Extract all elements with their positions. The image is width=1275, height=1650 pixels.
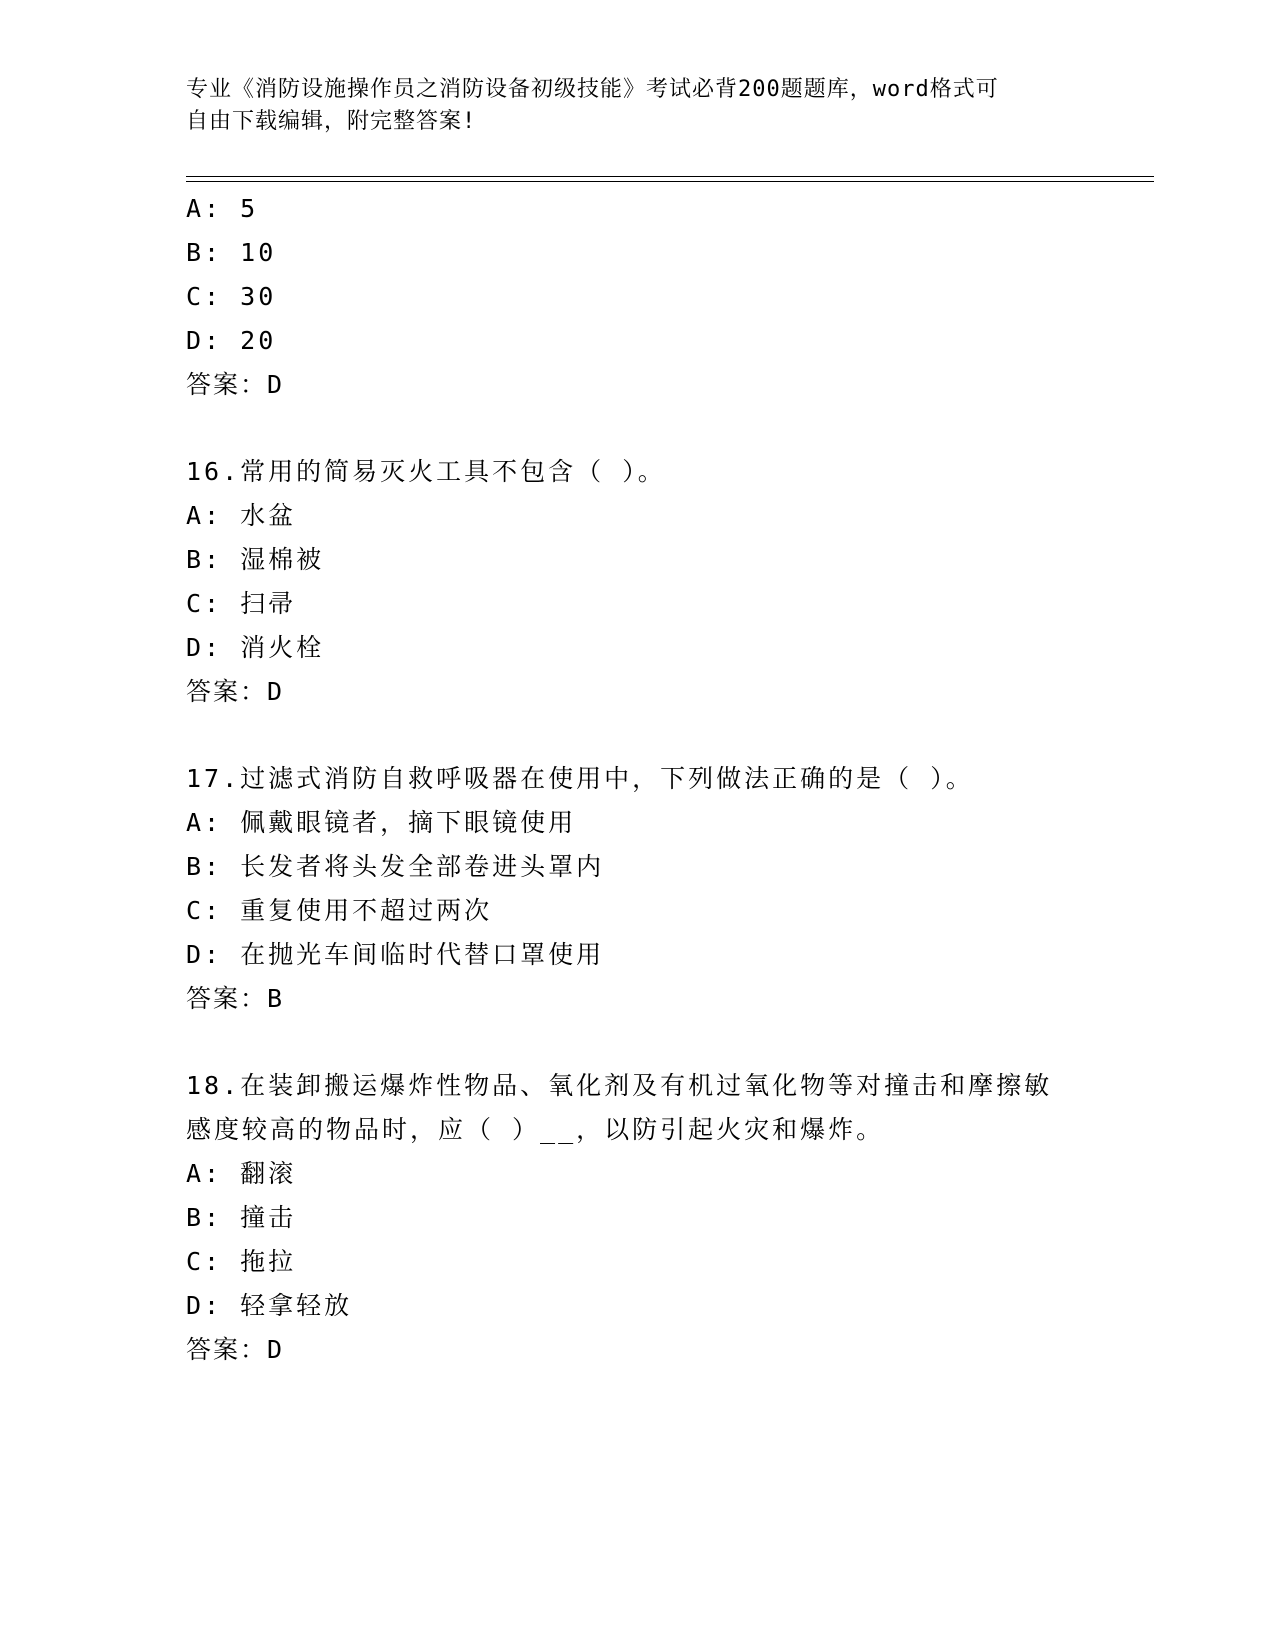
q15-option-b: B: 10: [186, 238, 277, 267]
q16-option-a: A: 水盆: [186, 501, 297, 530]
q15-answer: 答案：D: [186, 370, 285, 399]
q18-option-d: D: 轻拿轻放: [186, 1291, 353, 1320]
q16-answer: 答案：D: [186, 677, 285, 706]
q15-option-d: D: 20: [186, 326, 277, 355]
page-header: [186, 74, 1066, 138]
q17-option-b: B: 长发者将头发全部卷进头罩内: [186, 852, 605, 881]
q16-option-c: C: 扫帚: [186, 589, 297, 618]
header-divider-bottom: [186, 181, 1154, 182]
q18-option-c: C: 拖拉: [186, 1247, 297, 1276]
q17-option-c: C: 重复使用不超过两次: [186, 896, 493, 925]
q17-option-d: D: 在抛光车间临时代替口罩使用: [186, 940, 605, 969]
q17-option-a: A: 佩戴眼镜者，摘下眼镜使用: [186, 808, 577, 837]
q15-option-a: A: 5: [186, 194, 259, 223]
q16-option-b: B: 湿棉被: [186, 545, 325, 574]
q15-option-c: C: 30: [186, 282, 277, 311]
header-title-line1: 专业《消防设施操作员之消防设备初级技能》考试必背200题题库，word格式可: [186, 77, 999, 102]
q17-answer: 答案：B: [186, 984, 285, 1013]
q18-question-line1: 18.在装卸搬运爆炸性物品、氧化剂及有机过氧化物等对撞击和摩擦敏: [186, 1071, 1053, 1100]
q18-answer: 答案：D: [186, 1335, 285, 1364]
q16-question: 16.常用的简易灭火工具不包含（ ）。: [186, 457, 666, 486]
q17-question: 17.过滤式消防自救呼吸器在使用中，下列做法正确的是（ ）。: [186, 764, 974, 793]
q18-option-a: A: 翻滚: [186, 1159, 297, 1188]
header-divider-top: [186, 176, 1154, 177]
q18-option-b: B: 撞击: [186, 1203, 297, 1232]
header-title-line2: 自由下载编辑，附完整答案!: [186, 109, 477, 134]
q16-option-d: D: 消火栓: [186, 633, 325, 662]
q18-question-line2: 感度较高的物品时，应（ ）__，以防引起火灾和爆炸。: [186, 1115, 885, 1144]
